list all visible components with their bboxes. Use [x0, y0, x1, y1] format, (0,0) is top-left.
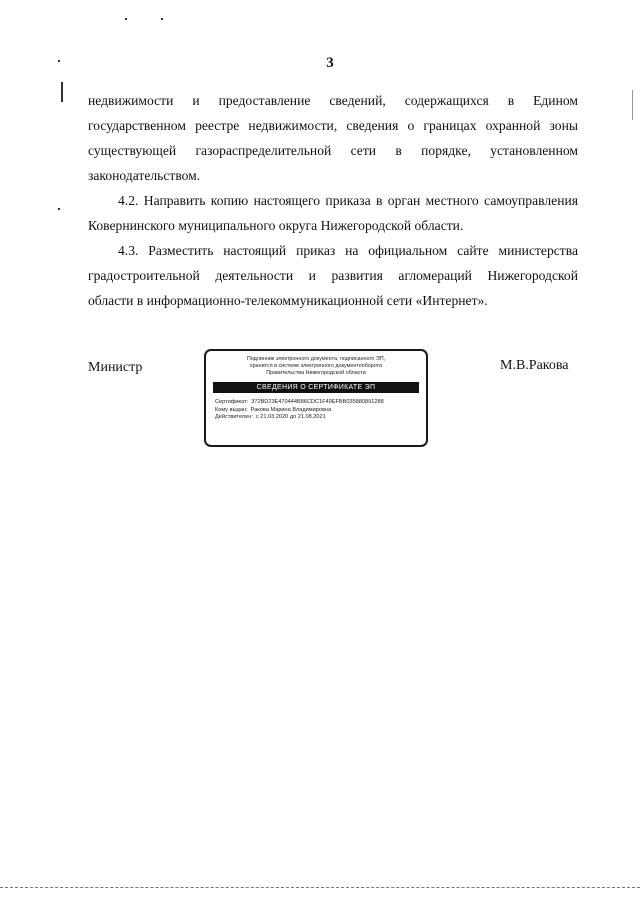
certificate-value: 372BD23E470444B86CDC1F49EFBB035880891288 — [251, 399, 384, 405]
signer-title: Министр — [88, 360, 143, 375]
electronic-signature-stamp — [204, 349, 428, 447]
stamp-header-line: Правительства Нижегородской области — [266, 370, 366, 376]
scan-mark — [161, 18, 163, 20]
signer-name: М.В.Ракова — [500, 358, 569, 373]
page-number: 3 — [326, 55, 334, 71]
paragraph-4-2-line: 4.2. Направить копию настоящего приказа в орган местного самоуправления — [118, 193, 578, 208]
document-body — [88, 88, 578, 313]
scan-mark — [125, 18, 127, 20]
scan-mark — [632, 90, 633, 120]
paragraph-4-1-line: существующей газораспределительной сети в порядке, установленном — [88, 143, 578, 158]
issued-to-row — [215, 407, 426, 415]
paragraph-4-2-line: Ковернинского муниципального округа Нижегородской области. — [88, 218, 464, 233]
stamp-header-line: хранится в системе электронного документооборота — [249, 363, 383, 369]
scan-edge-line — [0, 887, 640, 888]
valid-row — [215, 414, 426, 422]
certificate-row — [215, 399, 426, 407]
valid-label: Действителен: — [215, 414, 253, 420]
scan-mark — [58, 208, 60, 210]
paragraph-4-1-line: государственном реестре недвижимости, сведения о границах охранной зоны — [88, 118, 578, 133]
stamp-details — [215, 399, 426, 422]
scan-mark — [58, 60, 60, 62]
valid-value: с 21.03.2020 до 21.08.2021 — [255, 414, 326, 420]
issued-to-label: Кому выдан: — [215, 406, 248, 413]
issued-to-value: Ракова Марина Владимировна — [250, 406, 332, 413]
paragraph-4-1-line: недвижимости и предоставление сведений, содержащихся в Едином — [88, 93, 578, 108]
stamp-header-line: Подлинник электронного документа, подписанного ЭП, — [246, 356, 386, 362]
scan-mark — [61, 82, 63, 102]
certificate-label: Сертификат: — [215, 399, 249, 405]
stamp-certificate-bar: СВЕДЕНИЯ О СЕРТИФИКАТЕ ЭП — [213, 382, 419, 393]
paragraph-4-1-line: законодательством. — [88, 168, 201, 183]
paragraph-4-3-line: 4.3. Разместить настоящий приказ на официальном сайте министерства — [118, 243, 578, 258]
stamp-header — [206, 356, 426, 377]
paragraph-4-3-line: области в информационно-телекоммуникационной сети «Интернет». — [88, 293, 488, 308]
paragraph-4-3-line: градостроительной деятельности и развития агломераций Нижегородской — [88, 268, 578, 283]
